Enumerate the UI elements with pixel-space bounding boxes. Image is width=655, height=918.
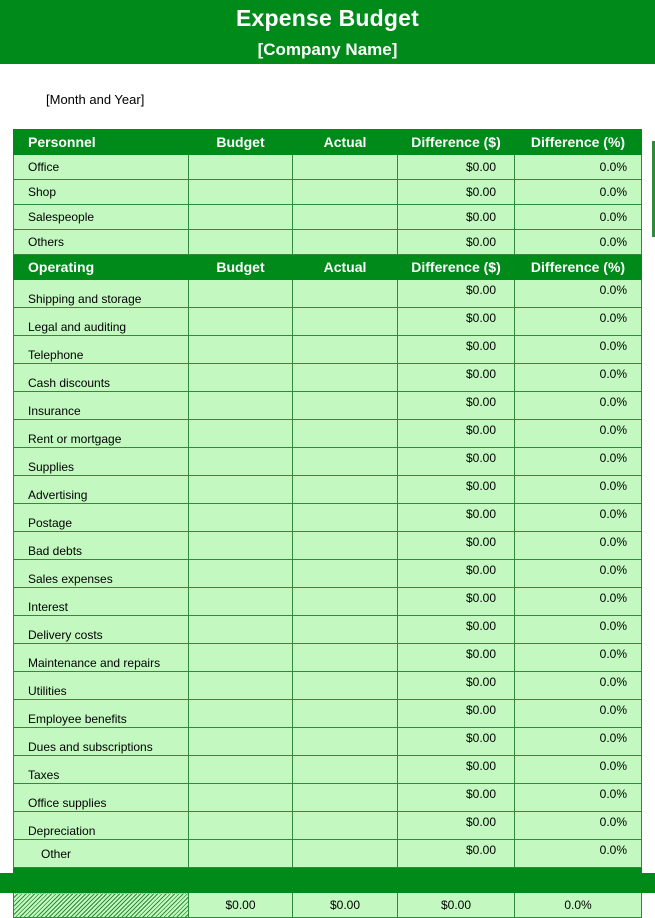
budget-input-cell[interactable] <box>189 155 293 180</box>
total-difference-percent-value: 0.0% <box>515 893 642 918</box>
difference-dollar-column-header: Difference ($) <box>398 130 515 155</box>
row-label: Others <box>14 230 189 255</box>
expense-table <box>13 129 642 918</box>
difference-dollar-cell: $0.00 <box>398 364 515 392</box>
total-actual-value: $0.00 <box>293 893 398 918</box>
budget-input-cell[interactable] <box>189 644 293 672</box>
row-label: Salespeople <box>14 205 189 230</box>
table-row <box>14 230 642 255</box>
difference-percent-cell: 0.0% <box>515 448 642 476</box>
difference-dollar-cell: $0.00 <box>398 308 515 336</box>
actual-input-cell[interactable] <box>293 532 398 560</box>
actual-input-cell[interactable] <box>293 672 398 700</box>
row-label: Legal and auditing <box>14 308 189 336</box>
table-row <box>14 308 642 336</box>
difference-percent-cell: 0.0% <box>515 205 642 230</box>
difference-percent-cell: 0.0% <box>515 420 642 448</box>
difference-percent-cell: 0.0% <box>515 476 642 504</box>
actual-input-cell[interactable] <box>293 588 398 616</box>
budget-input-cell[interactable] <box>189 448 293 476</box>
difference-dollar-cell: $0.00 <box>398 476 515 504</box>
table-row <box>14 756 642 784</box>
difference-dollar-cell: $0.00 <box>398 180 515 205</box>
row-label: Interest <box>14 588 189 616</box>
difference-dollar-cell: $0.00 <box>398 230 515 255</box>
actual-input-cell[interactable] <box>293 280 398 308</box>
difference-dollar-cell: $0.00 <box>398 155 515 180</box>
table-row <box>14 205 642 230</box>
actual-input-cell[interactable] <box>293 448 398 476</box>
actual-column-header: Actual <box>293 255 398 280</box>
actual-input-cell[interactable] <box>293 205 398 230</box>
difference-dollar-cell: $0.00 <box>398 728 515 756</box>
actual-input-cell[interactable] <box>293 700 398 728</box>
row-label: Depreciation <box>14 812 189 840</box>
difference-percent-cell: 0.0% <box>515 840 642 868</box>
actual-input-cell[interactable] <box>293 392 398 420</box>
difference-percent-cell: 0.0% <box>515 644 642 672</box>
difference-dollar-cell: $0.00 <box>398 504 515 532</box>
difference-dollar-cell: $0.00 <box>398 336 515 364</box>
actual-input-cell[interactable] <box>293 180 398 205</box>
row-label: Dues and subscriptions <box>14 728 189 756</box>
budget-input-cell[interactable] <box>189 728 293 756</box>
actual-input-cell[interactable] <box>293 364 398 392</box>
difference-dollar-cell: $0.00 <box>398 700 515 728</box>
difference-percent-cell: 0.0% <box>515 784 642 812</box>
budget-input-cell[interactable] <box>189 700 293 728</box>
budget-input-cell[interactable] <box>189 532 293 560</box>
difference-dollar-cell: $0.00 <box>398 532 515 560</box>
difference-percent-cell: 0.0% <box>515 728 642 756</box>
actual-column-header: Actual <box>293 130 398 155</box>
budget-input-cell[interactable] <box>189 230 293 255</box>
actual-input-cell[interactable] <box>293 476 398 504</box>
row-label: Delivery costs <box>14 616 189 644</box>
difference-percent-cell: 0.0% <box>515 364 642 392</box>
difference-percent-cell: 0.0% <box>515 180 642 205</box>
difference-percent-cell: 0.0% <box>515 230 642 255</box>
budget-input-cell[interactable] <box>189 205 293 230</box>
difference-dollar-cell: $0.00 <box>398 616 515 644</box>
budget-input-cell[interactable] <box>189 364 293 392</box>
budget-input-cell[interactable] <box>189 392 293 420</box>
table-row <box>14 392 642 420</box>
difference-percent-cell: 0.0% <box>515 700 642 728</box>
difference-percent-cell: 0.0% <box>515 560 642 588</box>
actual-input-cell[interactable] <box>293 155 398 180</box>
difference-dollar-cell: $0.00 <box>398 560 515 588</box>
difference-dollar-cell: $0.00 <box>398 784 515 812</box>
actual-input-cell[interactable] <box>293 616 398 644</box>
budget-input-cell[interactable] <box>189 308 293 336</box>
table-row <box>14 840 642 868</box>
table-row <box>14 784 642 812</box>
difference-percent-column-header: Difference (%) <box>515 255 642 280</box>
budget-input-cell[interactable] <box>189 476 293 504</box>
row-label: Rent or mortgage <box>14 420 189 448</box>
table-row <box>14 155 642 180</box>
row-label: Shop <box>14 180 189 205</box>
actual-input-cell[interactable] <box>293 420 398 448</box>
difference-dollar-cell: $0.00 <box>398 448 515 476</box>
budget-input-cell[interactable] <box>189 756 293 784</box>
actual-input-cell[interactable] <box>293 504 398 532</box>
row-label: Bad debts <box>14 532 189 560</box>
row-label: Telephone <box>14 336 189 364</box>
difference-dollar-cell: $0.00 <box>398 812 515 840</box>
difference-dollar-cell: $0.00 <box>398 392 515 420</box>
budget-input-cell[interactable] <box>189 672 293 700</box>
row-label: Sales expenses <box>14 560 189 588</box>
actual-input-cell[interactable] <box>293 560 398 588</box>
table-row <box>14 644 642 672</box>
row-label: Postage <box>14 504 189 532</box>
table-row <box>14 616 642 644</box>
difference-percent-cell: 0.0% <box>515 336 642 364</box>
difference-percent-cell: 0.0% <box>515 504 642 532</box>
personnel-section-title: Personnel <box>14 130 189 155</box>
table-row <box>14 588 642 616</box>
difference-dollar-cell: $0.00 <box>398 588 515 616</box>
table-row <box>14 560 642 588</box>
footer-bar <box>0 873 655 893</box>
difference-dollar-cell: $0.00 <box>398 756 515 784</box>
row-label: Office supplies <box>14 784 189 812</box>
row-label: Employee benefits <box>14 700 189 728</box>
row-label: Taxes <box>14 756 189 784</box>
actual-input-cell[interactable] <box>293 336 398 364</box>
personnel-header-row <box>14 130 642 155</box>
budget-input-cell[interactable] <box>189 616 293 644</box>
difference-percent-cell: 0.0% <box>515 756 642 784</box>
actual-input-cell[interactable] <box>293 840 398 868</box>
difference-percent-cell: 0.0% <box>515 672 642 700</box>
budget-input-cell[interactable] <box>189 784 293 812</box>
table-row <box>14 180 642 205</box>
table-row <box>14 476 642 504</box>
row-label: Insurance <box>14 392 189 420</box>
budget-input-cell[interactable] <box>189 560 293 588</box>
row-label: Supplies <box>14 448 189 476</box>
difference-dollar-column-header: Difference ($) <box>398 255 515 280</box>
difference-dollar-cell: $0.00 <box>398 840 515 868</box>
table-row <box>14 420 642 448</box>
row-label: Office <box>14 155 189 180</box>
table-row <box>14 336 642 364</box>
table-row <box>14 728 642 756</box>
table-row <box>14 448 642 476</box>
budget-input-cell[interactable] <box>189 812 293 840</box>
header-banner <box>0 0 655 64</box>
row-label: Shipping and storage <box>14 280 189 308</box>
page-title: Expense Budget <box>235 5 419 31</box>
table-row <box>14 364 642 392</box>
difference-percent-cell: 0.0% <box>515 155 642 180</box>
table-row <box>14 280 642 308</box>
difference-percent-cell: 0.0% <box>515 812 642 840</box>
difference-percent-column-header: Difference (%) <box>515 130 642 155</box>
row-label: Other <box>14 840 189 868</box>
budget-column-header: Budget <box>189 255 293 280</box>
budget-input-cell[interactable] <box>189 840 293 868</box>
total-difference-dollar-value: $0.00 <box>398 893 515 918</box>
budget-column-header: Budget <box>189 130 293 155</box>
operating-header-row <box>14 255 642 280</box>
table-row <box>14 532 642 560</box>
difference-percent-cell: 0.0% <box>515 308 642 336</box>
budget-input-cell[interactable] <box>189 280 293 308</box>
difference-percent-cell: 0.0% <box>515 616 642 644</box>
row-label: Utilities <box>14 672 189 700</box>
budget-input-cell[interactable] <box>189 180 293 205</box>
total-hatched-cell <box>14 893 189 918</box>
actual-input-cell[interactable] <box>293 644 398 672</box>
actual-input-cell[interactable] <box>293 784 398 812</box>
table-row <box>14 700 642 728</box>
actual-input-cell[interactable] <box>293 728 398 756</box>
difference-dollar-cell: $0.00 <box>398 672 515 700</box>
difference-percent-cell: 0.0% <box>515 532 642 560</box>
actual-input-cell[interactable] <box>293 308 398 336</box>
difference-dollar-cell: $0.00 <box>398 420 515 448</box>
difference-dollar-cell: $0.00 <box>398 644 515 672</box>
budget-input-cell[interactable] <box>189 336 293 364</box>
difference-dollar-cell: $0.00 <box>398 280 515 308</box>
actual-input-cell[interactable] <box>293 756 398 784</box>
difference-percent-cell: 0.0% <box>515 280 642 308</box>
table-row <box>14 812 642 840</box>
budget-input-cell[interactable] <box>189 420 293 448</box>
section-title: Operating <box>14 255 189 280</box>
actual-input-cell[interactable] <box>293 230 398 255</box>
row-label: Advertising <box>14 476 189 504</box>
row-label: Maintenance and repairs <box>14 644 189 672</box>
row-label: Cash discounts <box>14 364 189 392</box>
total-values-row <box>14 893 642 918</box>
table-row <box>14 672 642 700</box>
month-year-field[interactable]: [Month and Year] <box>46 92 145 107</box>
difference-percent-cell: 0.0% <box>515 392 642 420</box>
budget-input-cell[interactable] <box>189 504 293 532</box>
actual-input-cell[interactable] <box>293 812 398 840</box>
company-name[interactable]: [Company Name] <box>257 40 398 59</box>
difference-percent-cell: 0.0% <box>515 588 642 616</box>
difference-dollar-cell: $0.00 <box>398 205 515 230</box>
table-row <box>14 504 642 532</box>
total-budget-value: $0.00 <box>189 893 293 918</box>
budget-input-cell[interactable] <box>189 588 293 616</box>
